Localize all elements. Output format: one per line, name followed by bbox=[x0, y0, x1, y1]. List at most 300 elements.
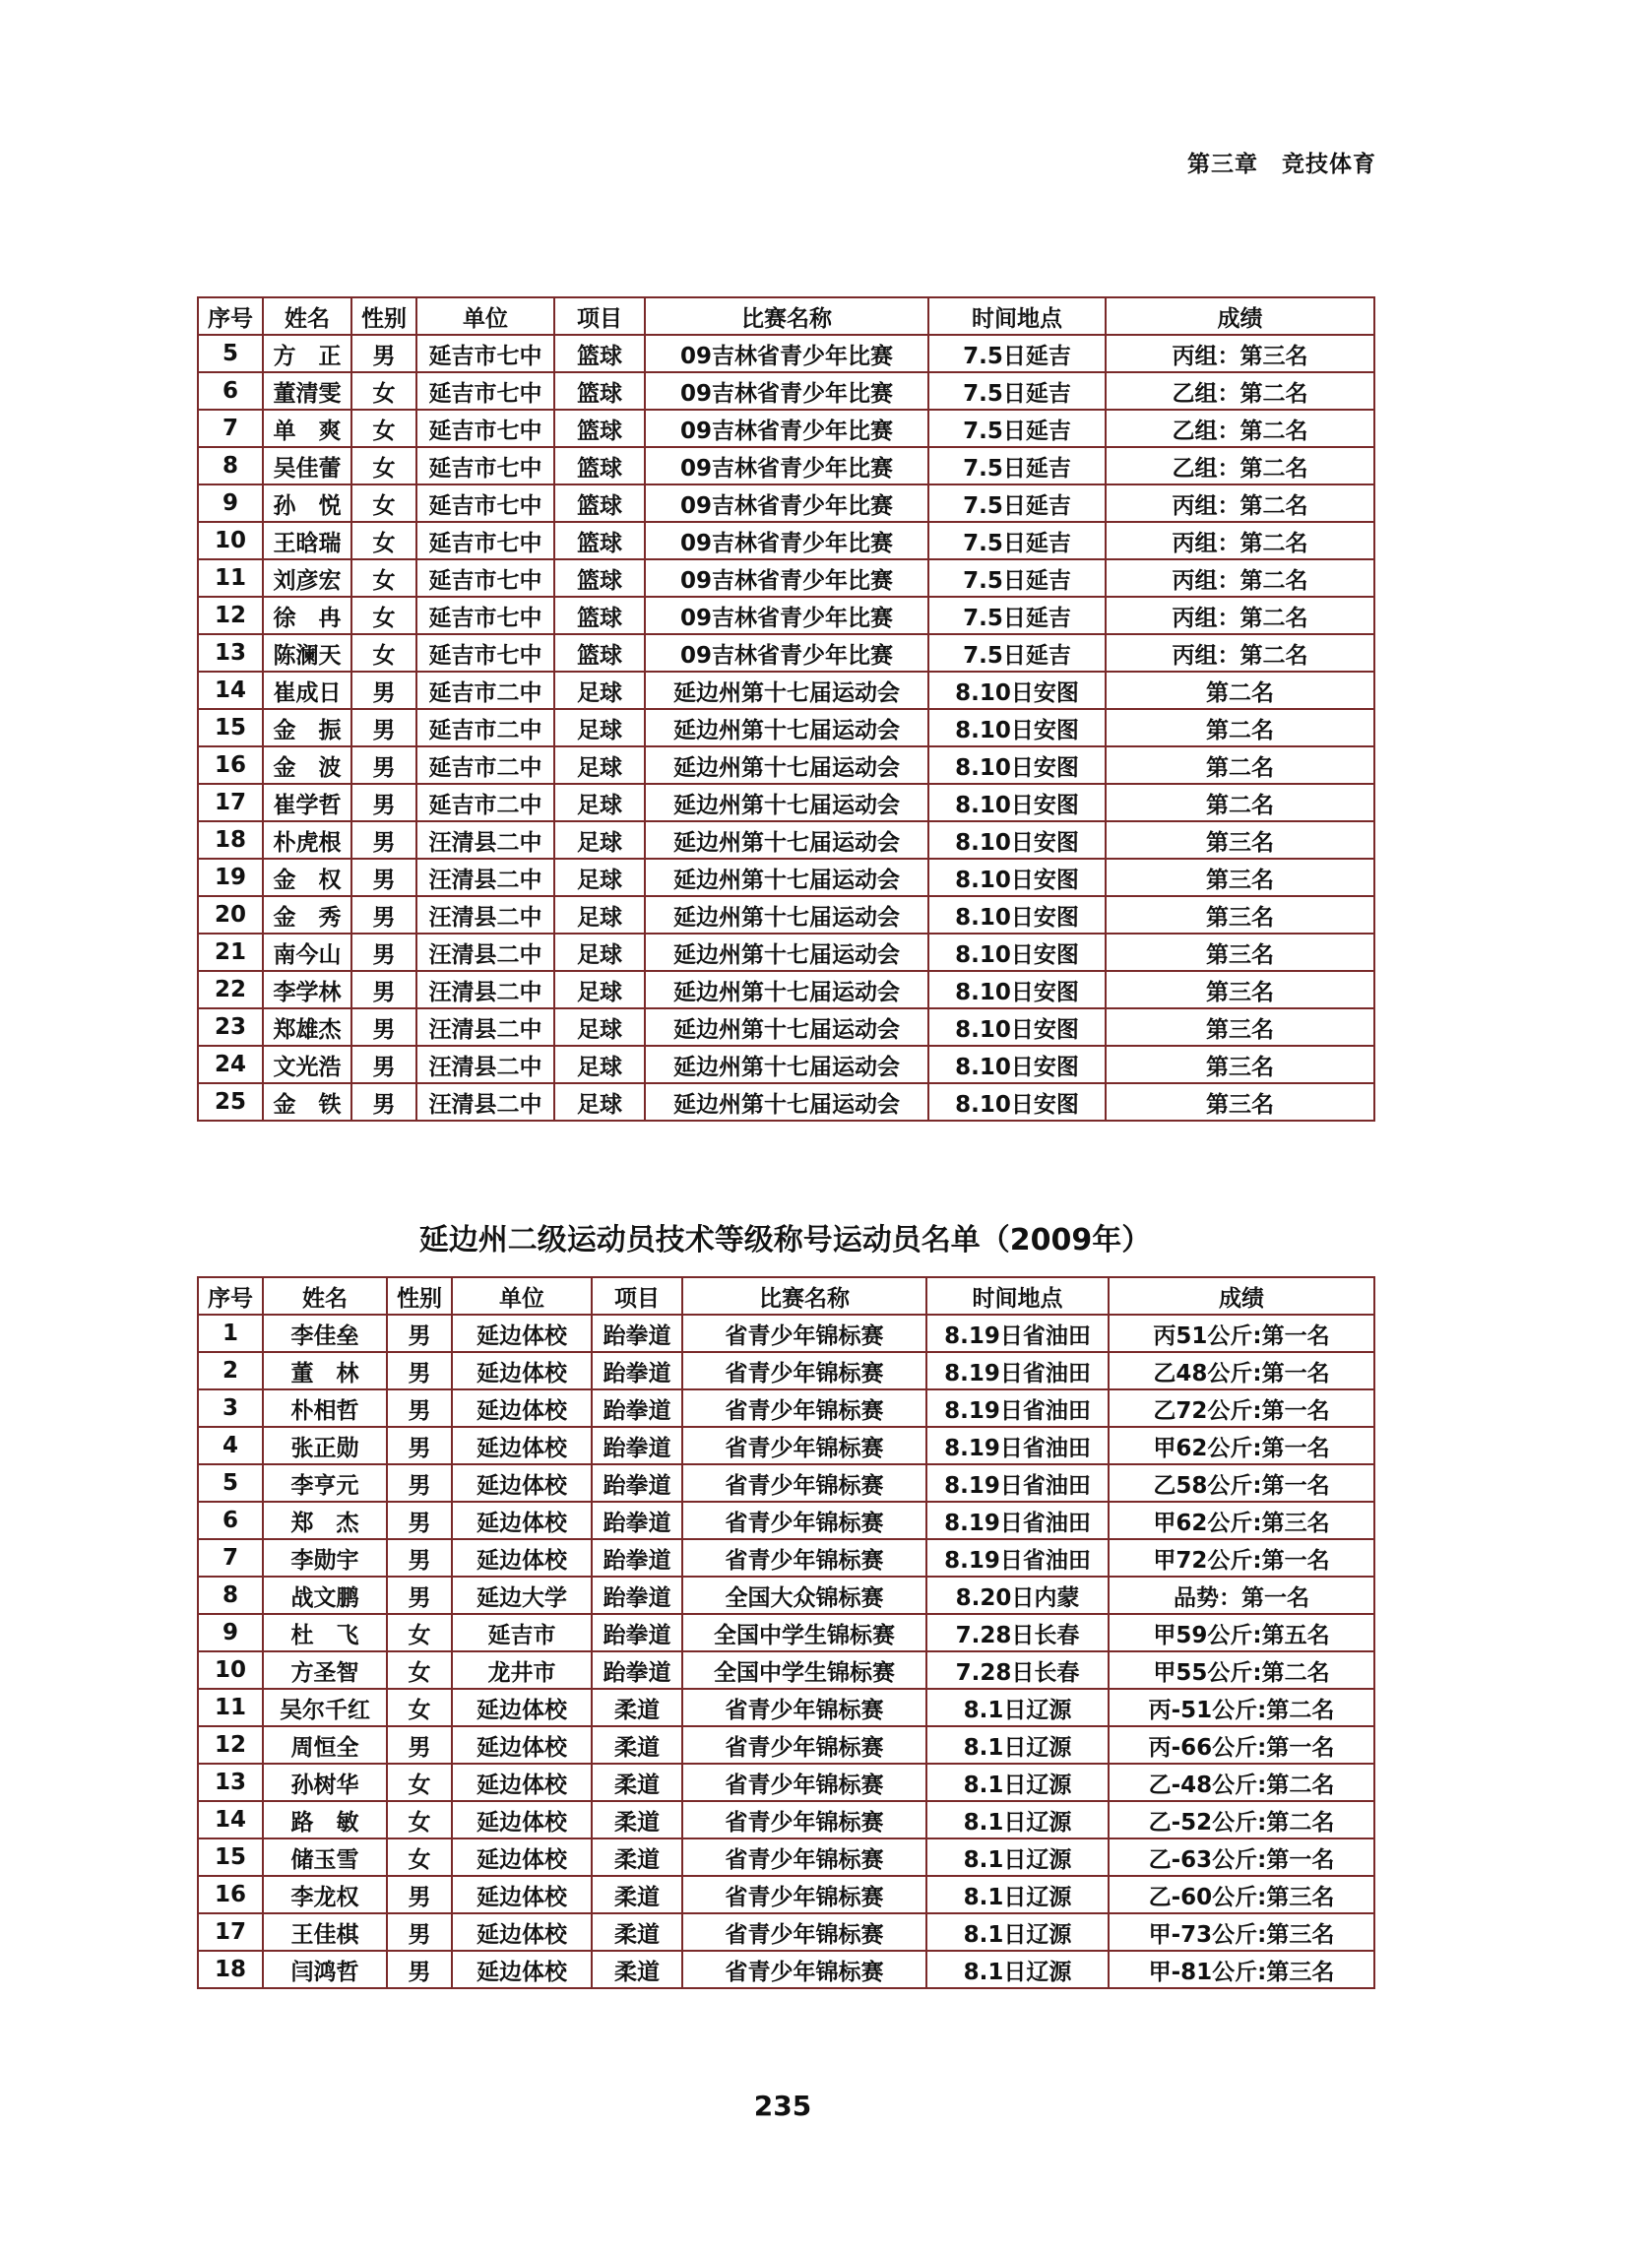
table-cell: 跆拳道 bbox=[592, 1315, 682, 1352]
table-cell: 省青少年锦标赛 bbox=[682, 1352, 926, 1389]
table-cell: 7 bbox=[198, 1539, 263, 1577]
table-cell: 延吉市七中 bbox=[416, 634, 554, 672]
table-row bbox=[198, 1427, 1374, 1464]
table-cell: 省青少年锦标赛 bbox=[682, 1502, 926, 1539]
column-header: 姓名 bbox=[263, 1277, 387, 1315]
table-cell: 17 bbox=[198, 1913, 263, 1951]
table-cell: 11 bbox=[198, 1689, 263, 1726]
table-cell: 李学林 bbox=[263, 971, 351, 1008]
table-cell: 5 bbox=[198, 335, 263, 372]
table-cell: 延吉市七中 bbox=[416, 410, 554, 447]
table-cell: 女 bbox=[387, 1651, 452, 1689]
table-cell: 篮球 bbox=[554, 447, 645, 484]
table-row bbox=[198, 1838, 1374, 1876]
table-row bbox=[198, 634, 1374, 672]
table-cell: 女 bbox=[351, 634, 416, 672]
table-row bbox=[198, 672, 1374, 709]
table-cell: 18 bbox=[198, 821, 263, 859]
table-cell: 甲62公斤:第一名 bbox=[1109, 1427, 1374, 1464]
table-cell: 8.1日辽源 bbox=[926, 1764, 1109, 1801]
table-cell: 男 bbox=[351, 821, 416, 859]
table-cell: 22 bbox=[198, 971, 263, 1008]
page-number: 235 bbox=[753, 2090, 812, 2122]
table-cell: 8.19日省油田 bbox=[926, 1464, 1109, 1502]
table-cell: 8.19日省油田 bbox=[926, 1539, 1109, 1577]
table-cell: 省青少年锦标赛 bbox=[682, 1389, 926, 1427]
table-cell: 足球 bbox=[554, 859, 645, 896]
table-cell: 闫鸿哲 bbox=[263, 1951, 387, 1988]
table-cell: 男 bbox=[387, 1315, 452, 1352]
table-cell: 男 bbox=[387, 1389, 452, 1427]
table-cell: 男 bbox=[351, 672, 416, 709]
table-row bbox=[198, 1577, 1374, 1614]
table-cell: 女 bbox=[387, 1614, 452, 1651]
table-cell: 延边州第十七届运动会 bbox=[645, 971, 928, 1008]
table-cell: 金 权 bbox=[263, 859, 351, 896]
table-cell: 延吉市二中 bbox=[416, 672, 554, 709]
table-cell: 09吉林省青少年比赛 bbox=[645, 484, 928, 522]
table-cell: 省青少年锦标赛 bbox=[682, 1801, 926, 1838]
table-cell: 柔道 bbox=[592, 1913, 682, 1951]
table-cell: 孙 悦 bbox=[263, 484, 351, 522]
table-cell: 延吉市七中 bbox=[416, 522, 554, 559]
table-cell: 丙组：第二名 bbox=[1106, 597, 1374, 634]
table-cell: 孙树华 bbox=[263, 1764, 387, 1801]
table-cell: 跆拳道 bbox=[592, 1577, 682, 1614]
table-cell: 朴虎根 bbox=[263, 821, 351, 859]
table-cell: 柔道 bbox=[592, 1876, 682, 1913]
table-row bbox=[198, 484, 1374, 522]
table-cell: 延吉市七中 bbox=[416, 597, 554, 634]
table-cell: 7 bbox=[198, 410, 263, 447]
table-row bbox=[198, 859, 1374, 896]
table-cell: 第三名 bbox=[1106, 859, 1374, 896]
table-cell: 省青少年锦标赛 bbox=[682, 1315, 926, 1352]
table-cell: 篮球 bbox=[554, 597, 645, 634]
table-cell: 8.19日省油田 bbox=[926, 1352, 1109, 1389]
table-cell: 20 bbox=[198, 896, 263, 934]
table-cell: 3 bbox=[198, 1389, 263, 1427]
table-cell: 文光浩 bbox=[263, 1046, 351, 1083]
table-cell: 延边州第十七届运动会 bbox=[645, 709, 928, 746]
table-row bbox=[198, 1539, 1374, 1577]
table-cell: 刘彦宏 bbox=[263, 559, 351, 597]
table-cell: 7.5日延吉 bbox=[928, 410, 1106, 447]
table-cell: 第三名 bbox=[1106, 1083, 1374, 1121]
table-cell: 跆拳道 bbox=[592, 1539, 682, 1577]
table-cell: 7.5日延吉 bbox=[928, 597, 1106, 634]
table-cell: 汪清县二中 bbox=[416, 1046, 554, 1083]
table-cell: 男 bbox=[351, 934, 416, 971]
table-cell: 09吉林省青少年比赛 bbox=[645, 447, 928, 484]
table-cell: 女 bbox=[351, 484, 416, 522]
table-cell: 7.5日延吉 bbox=[928, 634, 1106, 672]
table-cell: 柔道 bbox=[592, 1764, 682, 1801]
column-header: 成绩 bbox=[1106, 297, 1374, 335]
table-cell: 延边体校 bbox=[452, 1838, 592, 1876]
table-cell: 13 bbox=[198, 1764, 263, 1801]
table-cell: 丙组：第二名 bbox=[1106, 522, 1374, 559]
table-cell: 4 bbox=[198, 1427, 263, 1464]
table-cell: 09吉林省青少年比赛 bbox=[645, 597, 928, 634]
table-cell: 省青少年锦标赛 bbox=[682, 1427, 926, 1464]
table-cell: 24 bbox=[198, 1046, 263, 1083]
table-cell: 省青少年锦标赛 bbox=[682, 1464, 926, 1502]
table-row bbox=[198, 1389, 1374, 1427]
table-cell: 男 bbox=[387, 1913, 452, 1951]
table-cell: 乙-52公斤:第二名 bbox=[1109, 1801, 1374, 1838]
table-cell: 女 bbox=[351, 372, 416, 410]
table-cell: 延边州第十七届运动会 bbox=[645, 821, 928, 859]
table-cell: 第三名 bbox=[1106, 821, 1374, 859]
table-cell: 省青少年锦标赛 bbox=[682, 1539, 926, 1577]
table-row bbox=[198, 522, 1374, 559]
table-cell: 跆拳道 bbox=[592, 1614, 682, 1651]
table-cell: 延吉市七中 bbox=[416, 559, 554, 597]
table-cell: 女 bbox=[387, 1838, 452, 1876]
table-cell: 男 bbox=[351, 335, 416, 372]
table-cell: 丙-66公斤:第一名 bbox=[1109, 1726, 1374, 1764]
table-cell: 汪清县二中 bbox=[416, 934, 554, 971]
table-row bbox=[198, 1046, 1374, 1083]
table-cell: 9 bbox=[198, 1614, 263, 1651]
table-cell: 09吉林省青少年比赛 bbox=[645, 372, 928, 410]
table-cell: 王佳棋 bbox=[263, 1913, 387, 1951]
table-cell: 延边州第十七届运动会 bbox=[645, 859, 928, 896]
table-row bbox=[198, 1726, 1374, 1764]
table-cell: 15 bbox=[198, 709, 263, 746]
table-cell: 9 bbox=[198, 484, 263, 522]
table-cell: 5 bbox=[198, 1464, 263, 1502]
table-cell: 崔学哲 bbox=[263, 784, 351, 821]
table-cell: 战文鹏 bbox=[263, 1577, 387, 1614]
table-cell: 男 bbox=[387, 1427, 452, 1464]
table-cell: 10 bbox=[198, 1651, 263, 1689]
table-cell: 省青少年锦标赛 bbox=[682, 1913, 926, 1951]
table-row bbox=[198, 934, 1374, 971]
table-cell: 14 bbox=[198, 672, 263, 709]
table-cell: 篮球 bbox=[554, 335, 645, 372]
table-cell: 足球 bbox=[554, 746, 645, 784]
table-cell: 第二名 bbox=[1106, 709, 1374, 746]
table-cell: 8.20日内蒙 bbox=[926, 1577, 1109, 1614]
table-cell: 延吉市二中 bbox=[416, 746, 554, 784]
table-cell: 延边州第十七届运动会 bbox=[645, 672, 928, 709]
table-cell: 董 林 bbox=[263, 1352, 387, 1389]
table-cell: 09吉林省青少年比赛 bbox=[645, 410, 928, 447]
table-cell: 23 bbox=[198, 1008, 263, 1046]
table-cell: 足球 bbox=[554, 1083, 645, 1121]
table-cell: 省青少年锦标赛 bbox=[682, 1876, 926, 1913]
column-header: 姓名 bbox=[263, 297, 351, 335]
table-cell: 8.1日辽源 bbox=[926, 1801, 1109, 1838]
table-row bbox=[198, 896, 1374, 934]
table-row bbox=[198, 971, 1374, 1008]
table-cell: 15 bbox=[198, 1838, 263, 1876]
table-cell: 省青少年锦标赛 bbox=[682, 1726, 926, 1764]
table-row bbox=[198, 559, 1374, 597]
table-row bbox=[198, 1464, 1374, 1502]
table-cell: 女 bbox=[351, 559, 416, 597]
table-cell: 柔道 bbox=[592, 1838, 682, 1876]
table-row bbox=[198, 1801, 1374, 1838]
table-cell: 男 bbox=[351, 1008, 416, 1046]
table-row bbox=[198, 1913, 1374, 1951]
table-cell: 2 bbox=[198, 1352, 263, 1389]
table-cell: 丙51公斤:第一名 bbox=[1109, 1315, 1374, 1352]
table-cell: 郑 杰 bbox=[263, 1502, 387, 1539]
table-cell: 7.5日延吉 bbox=[928, 522, 1106, 559]
table-cell: 足球 bbox=[554, 821, 645, 859]
table-cell: 延边体校 bbox=[452, 1801, 592, 1838]
table-cell: 8.1日辽源 bbox=[926, 1689, 1109, 1726]
table-cell: 甲55公斤:第二名 bbox=[1109, 1651, 1374, 1689]
athlete-table-2 bbox=[197, 1276, 1375, 1989]
table-cell: 21 bbox=[198, 934, 263, 971]
table-cell: 足球 bbox=[554, 1008, 645, 1046]
table-cell: 男 bbox=[351, 1046, 416, 1083]
table-cell: 足球 bbox=[554, 1046, 645, 1083]
table-row bbox=[198, 1008, 1374, 1046]
table-cell: 8 bbox=[198, 1577, 263, 1614]
table-cell: 跆拳道 bbox=[592, 1427, 682, 1464]
table-cell: 延边体校 bbox=[452, 1726, 592, 1764]
table-cell: 延边州第十七届运动会 bbox=[645, 1046, 928, 1083]
table-cell: 乙-48公斤:第二名 bbox=[1109, 1764, 1374, 1801]
table-cell: 8.10日安图 bbox=[928, 859, 1106, 896]
column-header: 序号 bbox=[198, 297, 263, 335]
table-cell: 8.19日省油田 bbox=[926, 1315, 1109, 1352]
table-cell: 09吉林省青少年比赛 bbox=[645, 634, 928, 672]
table-cell: 第三名 bbox=[1106, 934, 1374, 971]
table-cell: 足球 bbox=[554, 896, 645, 934]
table-row bbox=[198, 410, 1374, 447]
table-cell: 延边州第十七届运动会 bbox=[645, 1083, 928, 1121]
column-header: 时间地点 bbox=[926, 1277, 1109, 1315]
table-cell: 8.1日辽源 bbox=[926, 1838, 1109, 1876]
table-cell: 1 bbox=[198, 1315, 263, 1352]
table-cell: 丙组：第三名 bbox=[1106, 335, 1374, 372]
table-row bbox=[198, 821, 1374, 859]
table-cell: 12 bbox=[198, 1726, 263, 1764]
table-cell: 郑雄杰 bbox=[263, 1008, 351, 1046]
table-row bbox=[198, 709, 1374, 746]
table-row bbox=[198, 1689, 1374, 1726]
table-cell: 8.10日安图 bbox=[928, 746, 1106, 784]
table-cell: 吴尔千红 bbox=[263, 1689, 387, 1726]
table-cell: 乙48公斤:第一名 bbox=[1109, 1352, 1374, 1389]
table-cell: 甲59公斤:第五名 bbox=[1109, 1614, 1374, 1651]
table-cell: 8.10日安图 bbox=[928, 896, 1106, 934]
table-cell: 延边体校 bbox=[452, 1539, 592, 1577]
column-header: 项目 bbox=[554, 297, 645, 335]
table-cell: 14 bbox=[198, 1801, 263, 1838]
table-cell: 品势：第一名 bbox=[1109, 1577, 1374, 1614]
table-cell: 8.10日安图 bbox=[928, 709, 1106, 746]
table-cell: 男 bbox=[351, 896, 416, 934]
column-header: 单位 bbox=[416, 297, 554, 335]
table-cell: 8.1日辽源 bbox=[926, 1876, 1109, 1913]
table-cell: 路 敏 bbox=[263, 1801, 387, 1838]
column-header: 序号 bbox=[198, 1277, 263, 1315]
table-cell: 南今山 bbox=[263, 934, 351, 971]
table-cell: 男 bbox=[387, 1539, 452, 1577]
table-cell: 龙井市 bbox=[452, 1651, 592, 1689]
table-cell: 延边州第十七届运动会 bbox=[645, 934, 928, 971]
table-cell: 汪清县二中 bbox=[416, 1083, 554, 1121]
table-row bbox=[198, 1651, 1374, 1689]
table-cell: 跆拳道 bbox=[592, 1389, 682, 1427]
table-cell: 柔道 bbox=[592, 1951, 682, 1988]
table-cell: 甲-73公斤:第三名 bbox=[1109, 1913, 1374, 1951]
table-cell: 8.1日辽源 bbox=[926, 1951, 1109, 1988]
table-cell: 汪清县二中 bbox=[416, 859, 554, 896]
table-cell: 乙组：第二名 bbox=[1106, 372, 1374, 410]
table-cell: 延边体校 bbox=[452, 1951, 592, 1988]
table-cell: 乙组：第二名 bbox=[1106, 410, 1374, 447]
table-cell: 延吉市七中 bbox=[416, 335, 554, 372]
table-cell: 延吉市 bbox=[452, 1614, 592, 1651]
table-cell: 延吉市二中 bbox=[416, 709, 554, 746]
table-cell: 乙72公斤:第一名 bbox=[1109, 1389, 1374, 1427]
table-cell: 丙组：第二名 bbox=[1106, 634, 1374, 672]
table-cell: 09吉林省青少年比赛 bbox=[645, 559, 928, 597]
table-cell: 甲-81公斤:第三名 bbox=[1109, 1951, 1374, 1988]
table-cell: 女 bbox=[387, 1801, 452, 1838]
table-cell: 全国中学生锦标赛 bbox=[682, 1614, 926, 1651]
table-cell: 第三名 bbox=[1106, 1008, 1374, 1046]
table-cell: 杜 飞 bbox=[263, 1614, 387, 1651]
table-row bbox=[198, 1764, 1374, 1801]
table-cell: 乙-63公斤:第一名 bbox=[1109, 1838, 1374, 1876]
table-cell: 8.10日安图 bbox=[928, 934, 1106, 971]
table-cell: 25 bbox=[198, 1083, 263, 1121]
table-cell: 储玉雪 bbox=[263, 1838, 387, 1876]
table-cell: 乙组：第二名 bbox=[1106, 447, 1374, 484]
table-cell: 丙组：第二名 bbox=[1106, 559, 1374, 597]
table-cell: 7.5日延吉 bbox=[928, 484, 1106, 522]
table-cell: 篮球 bbox=[554, 484, 645, 522]
table-cell: 柔道 bbox=[592, 1801, 682, 1838]
column-header: 比赛名称 bbox=[682, 1277, 926, 1315]
table-cell: 7.5日延吉 bbox=[928, 335, 1106, 372]
table-cell: 金 铁 bbox=[263, 1083, 351, 1121]
table-header-row bbox=[198, 297, 1374, 335]
table-cell: 篮球 bbox=[554, 559, 645, 597]
table-row bbox=[198, 746, 1374, 784]
table-cell: 09吉林省青少年比赛 bbox=[645, 335, 928, 372]
table-cell: 7.5日延吉 bbox=[928, 372, 1106, 410]
table-cell: 乙-60公斤:第三名 bbox=[1109, 1876, 1374, 1913]
table-cell: 足球 bbox=[554, 971, 645, 1008]
table-cell: 足球 bbox=[554, 709, 645, 746]
table-cell: 省青少年锦标赛 bbox=[682, 1951, 926, 1988]
table-header-row bbox=[198, 1277, 1374, 1315]
table-cell: 男 bbox=[351, 1083, 416, 1121]
table-cell: 8.10日安图 bbox=[928, 784, 1106, 821]
table-cell: 8.10日安图 bbox=[928, 971, 1106, 1008]
table-cell: 足球 bbox=[554, 672, 645, 709]
table-cell: 男 bbox=[351, 784, 416, 821]
table-cell: 第二名 bbox=[1106, 784, 1374, 821]
table-cell: 女 bbox=[351, 522, 416, 559]
table-cell: 第三名 bbox=[1106, 971, 1374, 1008]
table-cell: 延边州第十七届运动会 bbox=[645, 1008, 928, 1046]
table-cell: 延边州第十七届运动会 bbox=[645, 896, 928, 934]
table-cell: 丙-51公斤:第二名 bbox=[1109, 1689, 1374, 1726]
table-cell: 8.19日省油田 bbox=[926, 1427, 1109, 1464]
table-cell: 8.10日安图 bbox=[928, 821, 1106, 859]
table-cell: 延边州第十七届运动会 bbox=[645, 746, 928, 784]
table-cell: 19 bbox=[198, 859, 263, 896]
table-cell: 延边州第十七届运动会 bbox=[645, 784, 928, 821]
table-cell: 延边体校 bbox=[452, 1764, 592, 1801]
table-cell: 柔道 bbox=[592, 1726, 682, 1764]
table-row bbox=[198, 1083, 1374, 1121]
table-row bbox=[198, 1352, 1374, 1389]
table-cell: 12 bbox=[198, 597, 263, 634]
table-cell: 单 爽 bbox=[263, 410, 351, 447]
table-row bbox=[198, 597, 1374, 634]
table-cell: 女 bbox=[351, 447, 416, 484]
table-cell: 李亨元 bbox=[263, 1464, 387, 1502]
table-cell: 延边大学 bbox=[452, 1577, 592, 1614]
table-cell: 跆拳道 bbox=[592, 1352, 682, 1389]
table-cell: 篮球 bbox=[554, 634, 645, 672]
table-cell: 吴佳蕾 bbox=[263, 447, 351, 484]
table-cell: 延边体校 bbox=[452, 1876, 592, 1913]
table-cell: 汪清县二中 bbox=[416, 896, 554, 934]
table-cell: 男 bbox=[351, 746, 416, 784]
table-cell: 8.10日安图 bbox=[928, 1046, 1106, 1083]
table-cell: 男 bbox=[387, 1502, 452, 1539]
table-cell: 男 bbox=[387, 1726, 452, 1764]
table-cell: 延边体校 bbox=[452, 1913, 592, 1951]
table-row bbox=[198, 1502, 1374, 1539]
table-cell: 周恒全 bbox=[263, 1726, 387, 1764]
table-cell: 男 bbox=[387, 1951, 452, 1988]
table-cell: 乙58公斤:第一名 bbox=[1109, 1464, 1374, 1502]
table-cell: 朴相哲 bbox=[263, 1389, 387, 1427]
table-cell: 男 bbox=[387, 1876, 452, 1913]
table-cell: 延边体校 bbox=[452, 1689, 592, 1726]
table-cell: 第二名 bbox=[1106, 746, 1374, 784]
table-row bbox=[198, 1614, 1374, 1651]
table-cell: 全国大众锦标赛 bbox=[682, 1577, 926, 1614]
table-cell: 09吉林省青少年比赛 bbox=[645, 522, 928, 559]
table-cell: 省青少年锦标赛 bbox=[682, 1689, 926, 1726]
table-cell: 汪清县二中 bbox=[416, 821, 554, 859]
table-cell: 陈澜天 bbox=[263, 634, 351, 672]
table-cell: 7.28日长春 bbox=[926, 1614, 1109, 1651]
table-cell: 女 bbox=[387, 1689, 452, 1726]
table-cell: 第三名 bbox=[1106, 1046, 1374, 1083]
table-row bbox=[198, 784, 1374, 821]
table-cell: 7.5日延吉 bbox=[928, 447, 1106, 484]
table-cell: 8.10日安图 bbox=[928, 672, 1106, 709]
table-cell: 甲72公斤:第一名 bbox=[1109, 1539, 1374, 1577]
table-cell: 8.1日辽源 bbox=[926, 1726, 1109, 1764]
table-cell: 延吉市七中 bbox=[416, 372, 554, 410]
table-row bbox=[198, 447, 1374, 484]
table-cell: 11 bbox=[198, 559, 263, 597]
table-cell: 8.1日辽源 bbox=[926, 1913, 1109, 1951]
table-cell: 金 振 bbox=[263, 709, 351, 746]
table-cell: 足球 bbox=[554, 784, 645, 821]
table-cell: 延吉市七中 bbox=[416, 484, 554, 522]
table-cell: 李佳垒 bbox=[263, 1315, 387, 1352]
table-cell: 省青少年锦标赛 bbox=[682, 1838, 926, 1876]
